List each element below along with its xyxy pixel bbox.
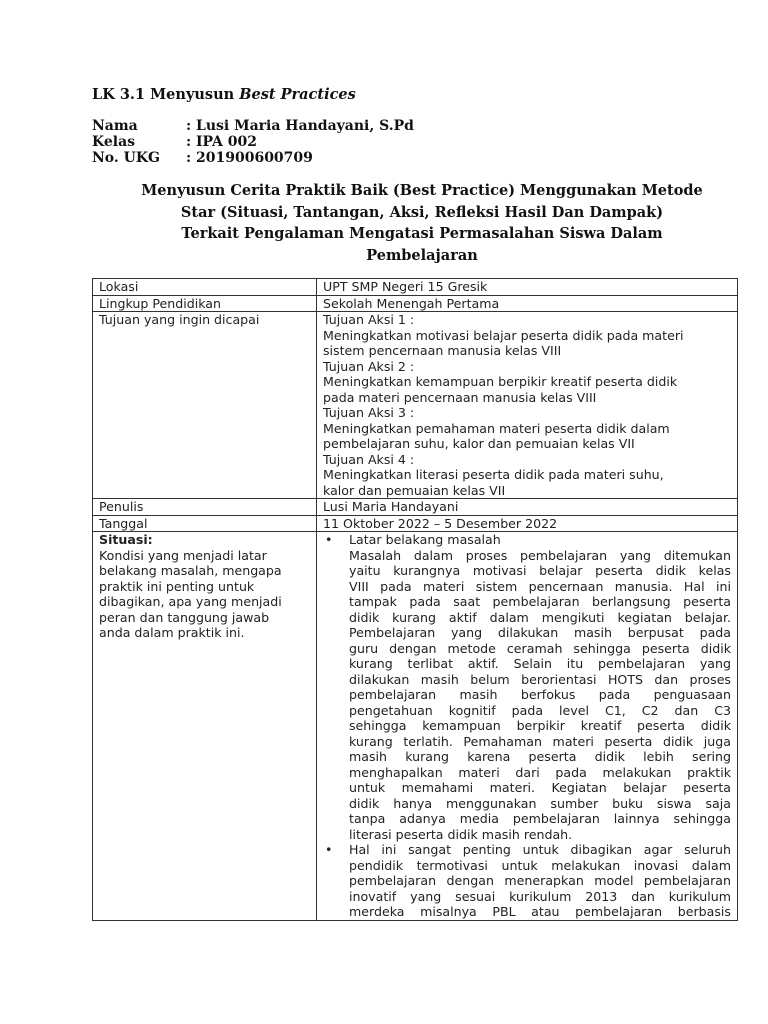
heading-line: Menyusun Cerita Praktik Baik (Best Practice) Menggunakan Metode: [141, 182, 703, 199]
tanggal-label: Tanggal: [93, 515, 317, 532]
tujuan-line: Meningkatkan literasi peserta didik pada materi suhu,: [323, 467, 664, 482]
info-label: Kelas: [92, 134, 136, 150]
bullet-title: Latar belakang masalah: [349, 532, 501, 547]
row-tanggal: [93, 515, 738, 532]
heading-line: Pembelajaran: [366, 246, 478, 264]
info-row-nama: [92, 118, 414, 134]
bullet-line: masih kurang karena peserta didik lebih sering: [349, 749, 731, 764]
info-colon: :: [186, 134, 192, 150]
bullet-line: kurang terlatih. Pemahaman materi peserta didik juga: [349, 733, 731, 749]
heading-line: Star (Situasi, Tantangan, Aksi, Refleksi Hasil Dan Dampak): [180, 203, 664, 221]
document-title-prefix: LK 3.1 Menyusun: [92, 86, 235, 103]
info-colon: :: [186, 118, 192, 134]
bullet-line: Pembelajaran yang dilakukan masih berpusat pada: [349, 625, 731, 640]
situasi-desc-line: dibagikan, apa yang menjadi: [99, 594, 282, 609]
bullet-line: tampak pada saat pembelajaran berlangsung peserta: [349, 594, 731, 609]
bullet-line: pembelajaran dengan menerapkan model pembelajaran: [349, 873, 731, 888]
bullet-line: Masalah dalam proses pembelajaran yang ditemukan: [349, 547, 731, 563]
situasi-desc-line: anda dalam praktik ini.: [99, 625, 245, 640]
lokasi-label: Lokasi: [93, 279, 317, 296]
tujuan-line: pada materi pencernaan manusia kelas VIII: [323, 389, 597, 405]
bullet-line: menghapalkan materi dari pada melakukan praktik: [349, 764, 731, 780]
bullet-line: untuk memahami materi. Kegiatan belajar peserta: [349, 780, 731, 795]
bullet-line: literasi peserta didik masih rendah.: [349, 826, 573, 842]
tujuan-line: sistem pencernaan manusia kelas VIII: [323, 343, 562, 358]
situasi-desc-line: praktik ini penting untuk: [99, 578, 255, 594]
info-row-kelas: [92, 134, 414, 150]
penulis-label: Penulis: [93, 499, 317, 516]
row-lingkup: [93, 295, 738, 312]
situasi-desc-line: peran dan tanggung jawab: [99, 609, 270, 625]
document-title-italic: Best Practices: [239, 86, 356, 103]
info-label: No. UKG: [92, 150, 160, 166]
bullet-line: pembelajaran masih berfokus pada penguasaan: [349, 687, 731, 702]
lingkup-value: Sekolah Menengah Pertama: [317, 295, 738, 312]
tujuan-line: Meningkatkan kemampuan berpikir kreatif peserta didik: [323, 374, 678, 389]
row-situasi: [93, 532, 738, 921]
bullet-line: pengetahuan kognitif pada level C1, C2 dan C3: [349, 702, 731, 718]
tujuan-value: [317, 312, 738, 499]
row-tujuan: [93, 312, 738, 499]
tanggal-value: 11 Oktober 2022 – 5 Desember 2022: [317, 515, 738, 532]
lokasi-value: UPT SMP Negeri 15 Gresik: [317, 279, 738, 296]
bullet-line: inovatif yang sesuai kurikulum 2013 dan kurikulum: [349, 888, 731, 904]
bullet-line: merdeka misalnya PBL atau pembelajaran berbasis: [349, 904, 731, 919]
heading-line: Terkait Pengalaman Mengatasi Permasalahan Siswa Dalam: [181, 225, 663, 242]
situasi-label-cell: [93, 532, 317, 921]
best-practice-table: [92, 278, 738, 921]
bullet-line: didik kurang aktif dalam mengikuti kegiatan belajar.: [349, 609, 731, 625]
situasi-label: Situasi:: [99, 532, 153, 547]
row-lokasi: [93, 279, 738, 296]
tujuan-line: pembelajaran suhu, kalor dan pemuaian kelas VII: [323, 436, 635, 451]
info-label: Nama: [92, 118, 138, 134]
document-title: [92, 86, 356, 103]
tujuan-line: Meningkatkan pemahaman materi peserta didik dalam: [323, 420, 670, 436]
bullet-line: Hal ini sangat penting untuk dibagikan agar seluruh: [349, 842, 731, 857]
tujuan-line: Tujuan Aksi 1 :: [323, 312, 415, 327]
info-colon: :: [186, 150, 192, 166]
bullet-dot-icon: •: [325, 532, 333, 547]
bullet-latar-belakang: [323, 532, 731, 842]
info-value: 201900600709: [196, 150, 313, 166]
tujuan-line: kalor dan pemuaian kelas VII: [323, 482, 506, 498]
bullet-line: yaitu kurangnya motivasi belajar peserta didik kelas: [349, 563, 731, 578]
situasi-desc-line: Kondisi yang menjadi latar: [99, 547, 267, 563]
bullet-line: tanpa adanya media pembelajaran lainnya sehingga: [349, 811, 731, 826]
tujuan-line: Tujuan Aksi 3 :: [323, 405, 415, 420]
bullet-dot-icon: •: [325, 842, 333, 857]
bullet-penting-dibagikan: [323, 842, 731, 920]
bullet-line: sehingga kemampuan berpikir kreatif peserta didik: [349, 718, 731, 733]
tujuan-line: Meningkatkan motivasi belajar peserta didik pada materi: [323, 327, 684, 343]
bullet-line: VIII pada materi sistem pencernaan manusia. Hal ini: [349, 578, 731, 594]
row-penulis: [93, 499, 738, 516]
info-row-no-ukg: [92, 150, 414, 166]
bullet-line: pendidik termotivasi untuk melakukan inovasi dalam: [349, 857, 731, 873]
identity-block: [92, 118, 414, 166]
penulis-value: Lusi Maria Handayani: [317, 499, 738, 516]
lingkup-label: Lingkup Pendidikan: [93, 295, 317, 312]
tujuan-line: Tujuan Aksi 4 :: [323, 451, 415, 467]
tujuan-line: Tujuan Aksi 2 :: [323, 358, 415, 374]
situasi-content: [317, 532, 738, 921]
situasi-desc-line: belakang masalah, mengapa: [99, 563, 282, 578]
bullet-line: didik hanya menggunakan sumber buku siswa saja: [349, 795, 731, 811]
info-value: Lusi Maria Handayani, S.Pd: [196, 118, 414, 134]
tujuan-label: Tujuan yang ingin dicapai: [93, 312, 317, 499]
bullet-line: kurang terlibat aktif. Selain itu pembelajaran yang: [349, 656, 731, 671]
main-heading: [92, 180, 752, 266]
bullet-line: dilakukan masih belum berorientasi HOTS dan proses: [349, 671, 731, 687]
info-value: IPA 002: [196, 134, 258, 150]
bullet-line: guru dengan metode ceramah sehingga peserta didik: [349, 640, 731, 656]
